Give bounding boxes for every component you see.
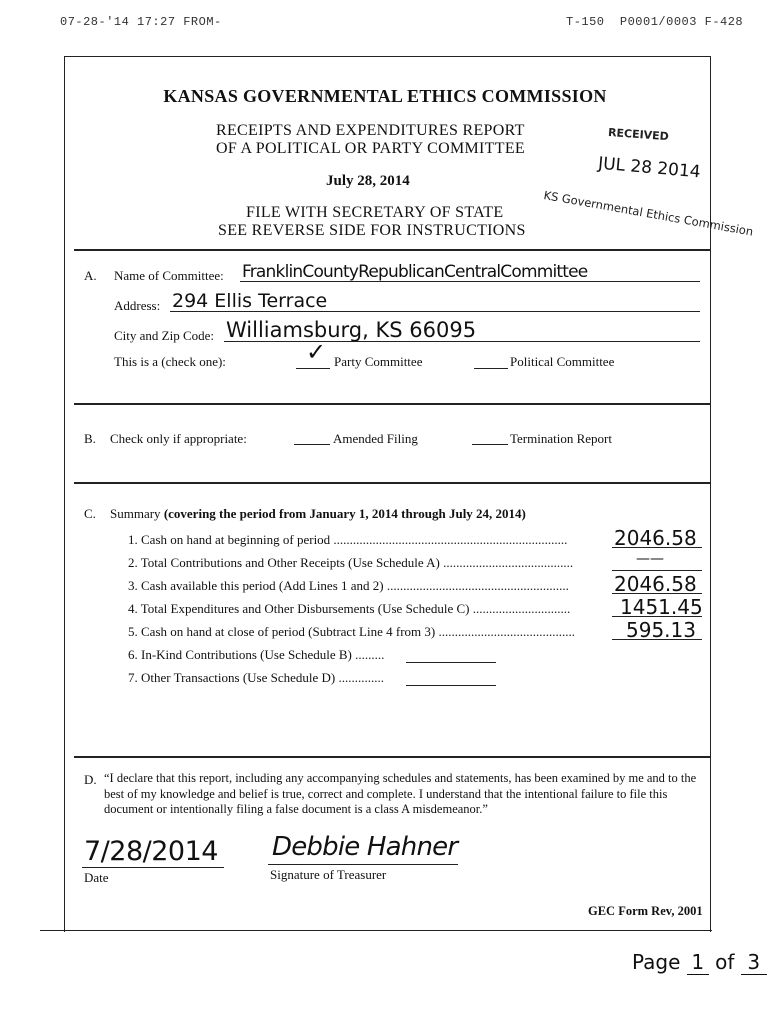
summary-value-line [612, 570, 702, 571]
summary-heading [110, 506, 526, 522]
section-d-letter: D. [84, 772, 97, 787]
summary-line-label: 1. Cash on hand at beginning of period ........................................................................ [128, 532, 568, 547]
date-label: Date [84, 870, 109, 885]
summary-value-line [406, 685, 496, 686]
summary-line-1 [128, 528, 708, 551]
summary-line-6 [128, 643, 708, 666]
section-a-letter: A. [84, 268, 97, 283]
form-frame-bottom [40, 930, 712, 931]
party-committee-checkbox[interactable] [296, 368, 330, 369]
committee-name-value: FranklinCountyRepublicanCentralCommittee [242, 262, 588, 282]
party-committee-label: Party Committee [334, 354, 423, 369]
fax-header-right: T-150 P0001/0003 F-428 [566, 15, 744, 29]
form-frame-right [710, 56, 711, 932]
committee-name-label: Name of Committee: [114, 268, 224, 283]
summary-period: (covering the period from January 1, 2014 through July 24, 2014) [163, 506, 526, 521]
section-c-letter: C. [84, 506, 96, 521]
fax-header-left: 07-28-'14 17:27 FROM- [60, 15, 222, 29]
section-divider [74, 403, 710, 405]
section-divider [74, 756, 710, 758]
form-revision: GEC Form Rev, 2001 [588, 904, 703, 918]
summary-line-label: 3. Cash available this period (Add Lines 1 and 2) ........................................................ [128, 578, 569, 593]
political-committee-checkbox[interactable] [474, 368, 508, 369]
page-total: 3 [741, 950, 767, 975]
summary-line-value: 2046.58 [614, 572, 697, 596]
city-zip-value: Williamsburg, KS 66095 [226, 318, 477, 342]
section-divider [74, 249, 710, 251]
summary-prefix: Summary [110, 506, 164, 521]
summary-line-2 [128, 551, 708, 574]
summary-line-value: 1451.45 [620, 595, 703, 619]
report-date: July 28, 2014 [326, 173, 410, 189]
page-number [632, 950, 767, 975]
page-current: 1 [687, 950, 709, 975]
summary-line-label: 5. Cash on hand at close of period (Subtract Line 4 from 3) .......................................... [128, 624, 575, 639]
summary-line-label: 6. In-Kind Contributions (Use Schedule B) ......... [128, 647, 385, 662]
summary-line-5 [128, 620, 708, 643]
signature-line [268, 864, 458, 865]
summary-line-label: 7. Other Transactions (Use Schedule D) .............. [128, 670, 384, 685]
date-value: 7/28/2014 [84, 836, 218, 867]
summary-line-label: 2. Total Contributions and Other Receipts (Use Schedule A) ........................................ [128, 555, 574, 570]
form-frame-top [64, 56, 710, 57]
page-of: of [715, 950, 735, 974]
subtitle-line2: OF A POLITICAL OR PARTY COMMITTEE [216, 140, 525, 157]
section-b-letter: B. [84, 431, 96, 446]
received-stamp-agency: KS Governmental Ethics Commission [542, 188, 755, 239]
termination-report-label: Termination Report [510, 431, 612, 446]
file-line2: SEE REVERSE SIDE FOR INSTRUCTIONS [218, 222, 526, 239]
summary-line-3 [128, 574, 708, 597]
summary-value-line [406, 662, 496, 663]
form-frame-left [64, 56, 65, 932]
summary-line-value: 595.13 [626, 618, 696, 642]
subtitle-line1: RECEIPTS AND EXPENDITURES REPORT [216, 122, 525, 139]
check-one-label: This is a (check one): [114, 354, 226, 369]
signature-label: Signature of Treasurer [270, 867, 387, 882]
termination-report-checkbox[interactable] [472, 444, 508, 445]
form-title: KANSAS GOVERNMENTAL ETHICS COMMISSION [163, 86, 607, 106]
summary-line-7 [128, 666, 708, 689]
political-committee-label: Political Committee [510, 354, 615, 369]
address-label: Address: [114, 298, 161, 313]
check-mark-icon: ✓ [306, 338, 327, 366]
address-value: 294 Ellis Terrace [172, 290, 328, 312]
page-prefix: Page [632, 950, 681, 974]
file-line1: FILE WITH SECRETARY OF STATE [246, 204, 504, 221]
date-line [82, 867, 224, 868]
amended-filing-checkbox[interactable] [294, 444, 330, 445]
amended-filing-label: Amended Filing [333, 431, 418, 446]
treasurer-signature: Debbie Hahner [272, 832, 458, 862]
summary-line-value: —— [636, 551, 664, 567]
received-stamp-label: RECEIVED [607, 125, 670, 144]
check-appropriate-label: Check only if appropriate: [110, 431, 247, 446]
city-zip-label: City and Zip Code: [114, 328, 215, 343]
summary-lines [128, 528, 708, 689]
received-stamp-date: JUL 28 2014 [597, 153, 702, 183]
summary-line-4 [128, 597, 708, 620]
section-divider [74, 482, 710, 484]
summary-line-value: 2046.58 [614, 526, 697, 550]
declaration-text: “I declare that this report, including any accompanying schedules and statements, has been examined by me and to the best of my knowledge and belief is true, correct and complete. I understand that the intentional failure to file this document or intentionally filing a false document is a class A misdemeanor.” [104, 771, 697, 816]
summary-line-label: 4. Total Expenditures and Other Disbursements (Use Schedule C) .............................. [128, 601, 571, 616]
